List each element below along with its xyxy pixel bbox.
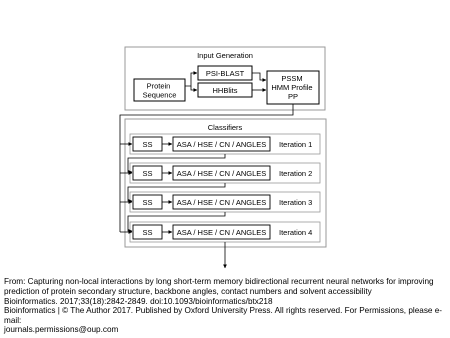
psi-blast-label: PSI-BLAST xyxy=(205,69,245,78)
ss-label: SS xyxy=(142,228,153,237)
iteration-label: Iteration 1 xyxy=(279,140,313,149)
input-generation-panel xyxy=(125,47,325,110)
caption-copyright: Bioinformatics | © The Author 2017. Published by Oxford University Press. All rights reserved. For Permissions, please e-mail: xyxy=(4,306,443,325)
ss-label: SS xyxy=(142,140,153,149)
asa-label: ASA / HSE / CN / ANGLES xyxy=(176,198,267,207)
iteration-label: Iteration 4 xyxy=(279,228,313,237)
features-label: PSSM HMM Profile PP xyxy=(271,74,313,101)
iteration-label: Iteration 2 xyxy=(279,169,313,178)
iteration-row xyxy=(120,163,320,183)
psiblast-to-features-arrow xyxy=(252,73,266,80)
figure-caption xyxy=(4,277,446,335)
input-generation-title: Input Generation xyxy=(197,51,253,60)
caption-citation: Bioinformatics. 2017;33(18):2842-2849. doi:10.1093/bioinformatics/btx218 xyxy=(4,296,273,306)
hhblits-label: HHBlits xyxy=(212,86,238,95)
caption-from: From: Capturing non-local interactions by long short-term memory bidirectional recurrent neural networks for improving prediction of protein secondary structure, backbone angles, contact numbers and solvent accessibility xyxy=(4,277,434,296)
iteration-label: Iteration 3 xyxy=(279,198,313,207)
asa-label: ASA / HSE / CN / ANGLES xyxy=(176,169,267,178)
iteration-row xyxy=(120,222,320,242)
seq-to-psiblast-arrow xyxy=(185,73,197,86)
classifiers-title: Classifiers xyxy=(207,123,243,132)
protein-sequence-label: Protein Sequence xyxy=(142,81,177,100)
classifiers-panel xyxy=(120,119,326,247)
ss-label: SS xyxy=(142,169,153,178)
iteration-row xyxy=(120,192,320,212)
iteration-row xyxy=(120,134,320,154)
asa-label: ASA / HSE / CN / ANGLES xyxy=(176,228,267,237)
asa-label: ASA / HSE / CN / ANGLES xyxy=(176,140,267,149)
ss-label: SS xyxy=(142,198,153,207)
seq-to-hhblits-arrow xyxy=(191,86,197,90)
caption-permissions-email[interactable]: journals.permissions@oup.com xyxy=(4,325,119,335)
